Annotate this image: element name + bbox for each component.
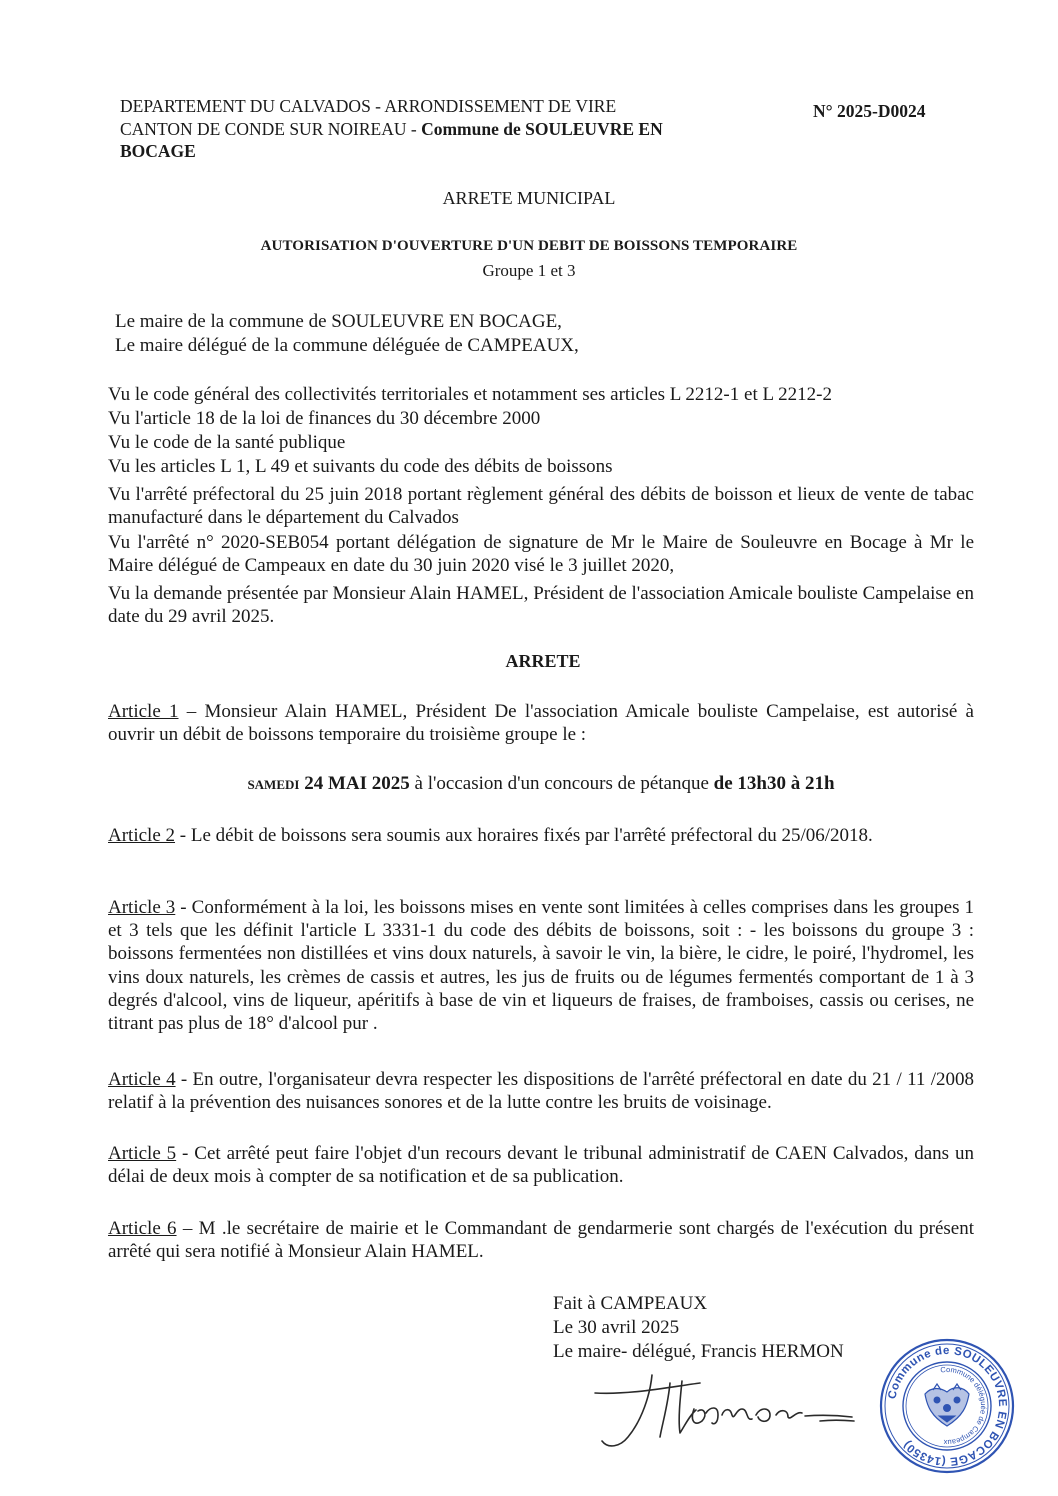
event-hours: de 13h30 à 21h: [713, 773, 835, 794]
intro-line-2: Le maire délégué de la commune déléguée de CAMPEAUX,: [115, 335, 579, 356]
article-2: [108, 824, 974, 847]
article-6-text: – M .le secrétaire de mairie et le Commandant de gendarmerie sont chargés de l'exécution du présent arrêté qui sera notifié à Monsieur Alain HAMEL.: [108, 1218, 974, 1263]
vu-item: Vu l'arrêté préfectoral du 25 juin 2018 portant règlement général des débits de boisson et lieux de vente de tabac manufacturé dans le département du Calvados: [108, 484, 974, 529]
article-2-label: Article 2: [108, 825, 176, 846]
page-title: ARRETE MUNICIPAL: [442, 188, 616, 208]
header-line-1: DEPARTEMENT DU CALVADOS - ARRONDISSEMENT DE VIRE: [120, 96, 617, 116]
article-1-text: – Monsieur Alain HAMEL, Président De l'association Amicale bouliste Campelaise, est autorisé à ouvrir un débit de boissons temporaire du troisième groupe le :: [108, 701, 974, 746]
vu-item: Vu le code général des collectivités territoriales et notamment ses articles L 2212-1 et L 2212-2: [108, 384, 832, 405]
subtitle-group: Groupe 1 et 3: [482, 261, 576, 280]
document-number: N° 2025-D0024: [813, 101, 926, 121]
article-6-label: Article 6: [108, 1218, 177, 1239]
stamp-crest-icon: [925, 1384, 969, 1426]
signature-date: Le 30 avril 2025: [553, 1317, 680, 1338]
event-day: SAMEDI: [247, 777, 300, 792]
vu-item: Vu la demande présentée par Monsieur Alain HAMEL, Président de l'association Amicale bouliste Campelaise en date du 29 avril 2025.: [108, 583, 974, 628]
vu-item: Vu l'arrêté n° 2020-SEB054 portant délégation de signature de Mr le Maire de Souleuvre en Bocage à Mr le Maire délégué de Campeaux en date du 30 juin 2020 visé le 3 juillet 2020,: [108, 532, 974, 577]
article-6: [108, 1217, 974, 1263]
article-5-label: Article 5: [108, 1143, 177, 1164]
event-description: à l'occasion d'un concours de pétanque: [409, 773, 714, 794]
event-line: [12, 773, 1058, 795]
intro-line-1: Le maire de la commune de SOULEUVRE EN BOCAGE,: [115, 311, 562, 332]
page-subtitle: AUTORISATION D'OUVERTURE D'UN DEBIT DE BOISSONS TEMPORAIRE: [260, 238, 798, 254]
event-date: 24 MAI 2025: [299, 773, 410, 794]
article-3-label: Article 3: [108, 897, 176, 918]
signature-signer: Le maire- délégué, Francis HERMON: [553, 1341, 844, 1362]
vu-item: Vu l'article 18 de la loi de finances du 30 décembre 2000: [108, 408, 541, 429]
article-4-label: Article 4: [108, 1069, 176, 1090]
stamp-inner-text: Commune déléguée de Campeaux: [939, 1364, 989, 1448]
article-2-text: - Le débit de boissons sera soumis aux horaires fixés par l'arrêté préfectoral du 25/06/2018.: [175, 825, 873, 846]
official-stamp: [877, 1336, 1017, 1476]
header-line-3: BOCAGE: [120, 141, 196, 161]
signature-place: Fait à CAMPEAUX: [553, 1293, 708, 1314]
arrete-heading: ARRETE: [505, 651, 581, 671]
article-1: [108, 700, 974, 746]
header-commune: Commune de SOULEUVRE EN: [421, 119, 663, 139]
article-4: [108, 1068, 974, 1114]
article-5-text: - Cet arrêté peut faire l'objet d'un recours devant le tribunal administratif de CAEN Calvados, dans un délai de deux mois à compter de sa notification et de sa publication.: [108, 1143, 974, 1188]
handwritten-signature: [590, 1365, 870, 1475]
article-4-text: - En outre, l'organisateur devra respecter les dispositions de l'arrêté préfectoral en date du 21 / 11 /2008 relatif à la prévention des nuisances sonores et de la lutte contre les bruits de voisinage.: [108, 1069, 974, 1114]
header-canton: CANTON DE CONDE SUR NOIREAU -: [120, 119, 422, 139]
article-1-label: Article 1: [108, 701, 179, 722]
article-5: [108, 1142, 974, 1188]
article-3: [108, 896, 974, 1035]
header-line-2: [120, 118, 663, 141]
stamp-outer-text: Commune de SOULEUVRE EN BOCAGE (14350): [886, 1344, 1009, 1468]
vu-item: Vu le code de la santé publique: [108, 432, 346, 453]
vu-item: Vu les articles L 1, L 49 et suivants du code des débits de boissons: [108, 456, 613, 477]
article-3-text: - Conformément à la loi, les boissons mises en vente sont limitées à celles comprises dans les groupes 1 et 3 tels que les définit l'article L 3331-1 du code des débits de boissons, soit : - les boissons du groupe 3 : boissons fermentées non distillées et vins doux naturels, à savoir le vin, la bière, le cidre, le poiré, l'hydromel, les vins doux naturels, les crèmes de cassis et autres, les jus de fruits ou de légumes fermentés comportant de 1 à 3 degrés d'alcool, vins de liqueur, apéritifs à base de vin et liqueurs de fraises, de framboises, cassis ou cerises, ne titrant pas plus de 18° d'alcool pur .: [108, 897, 974, 1035]
